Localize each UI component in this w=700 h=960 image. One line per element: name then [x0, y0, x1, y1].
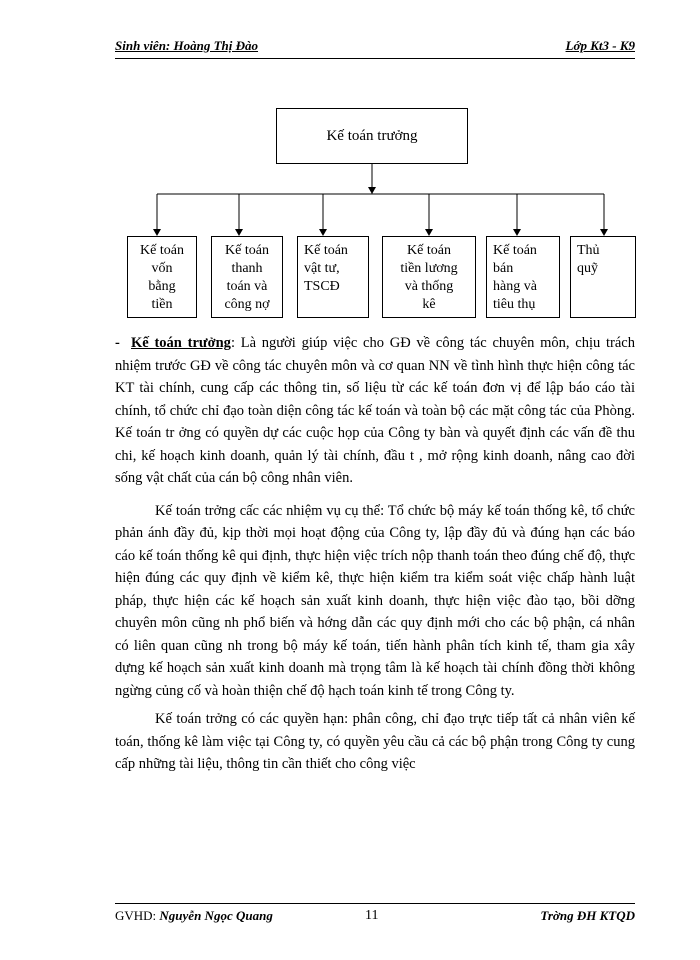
node-line: toán và: [226, 279, 268, 294]
footer-advisor-name: Nguyễn Ngọc Quang: [159, 908, 273, 923]
node-line: hàng và: [493, 279, 537, 294]
node-line: Kế toán: [140, 243, 184, 258]
page-number: 11: [365, 908, 379, 923]
node-line: Kế toán: [493, 243, 537, 258]
node-line: tiền lương: [400, 261, 458, 276]
node-line: thanh: [231, 261, 263, 276]
node-line: tiêu thụ: [493, 297, 536, 312]
header-student: Sinh viên: Hoàng Thị Đào: [115, 38, 259, 53]
org-root-chief-accountant: [276, 108, 468, 164]
node-line: Kế toán: [225, 243, 269, 258]
node-line: quỹ: [577, 261, 598, 276]
paragraph-duties: Kế toán trởng cấc các nhiệm vụ cụ thể: Tổ chức bộ máy kế toán thống kê, tổ chức phản ánh đầy đủ, kịp thời mọi hoạt động của Công ty, lập đầy đủ và đúng hạn các báo cáo kế toán thống kê qui định, thực hiện việc trích nộp thanh toán theo đúng chế độ, thực hiện đúng các quy định về kiểm kê, thực hiện kiểm tra kiểm soát việc chấp hành luật pháp, thực hiện các kế hoạch sản xuất kinh doanh, thực hiện việc đào tạo, bồi dỡng chuyên môn cũng nh phổ biến và hớng dẫn các quy định mới cho các bộ phận, cá nhân có liên quan cũng nh trong bộ máy kế toán, tiến hành phân tích kinh tế, tham gia xây dựng kế hoạch sản xuất kinh doanh mà trọng tâm là kế hoạch tài chính đồng thời không ngừng củng cố và hoàn thiện chế độ hạch toán kinh tế trong Công ty.: [115, 502, 635, 699]
body-text: [115, 332, 635, 776]
header-class: Lớp Kt3 - K9: [565, 38, 635, 53]
node-line: Kế toán: [407, 243, 451, 258]
footer-advisor: [115, 908, 273, 924]
footer-university: Trờng ĐH KTQD: [540, 908, 635, 923]
org-node-cash-accounting: [127, 236, 197, 318]
org-node-materials-assets-accounting: [297, 236, 369, 318]
node-line: Thủ: [577, 243, 600, 258]
node-line: bằng: [148, 279, 176, 294]
footer-advisor-label: GVHD:: [115, 908, 160, 923]
paragraph-powers: Kế toán trởng có các quyền hạn: phân công, chỉ đạo trực tiếp tất cả nhân viên kế toán, thống kê làm việc tại Công ty, có quyền yêu cầu cả các bộ phận trong Công ty cung cấp những tài liệu, thông tin cần thiết cho công việc: [115, 711, 635, 772]
org-root-label: Kế toán trưởng: [326, 128, 418, 144]
term-chief-accountant: Kế toán trưởng: [131, 335, 231, 351]
node-line: vật tư,: [304, 261, 340, 276]
node-line: kê: [422, 297, 436, 312]
node-line: bán: [493, 261, 514, 276]
org-node-payroll-statistics-accounting: [382, 236, 476, 318]
bullet-dash: -: [115, 335, 120, 351]
node-line: Kế toán: [304, 243, 348, 258]
node-line: tiền: [151, 297, 173, 312]
org-node-sales-accounting: [486, 236, 560, 318]
org-node-treasurer: [570, 236, 636, 318]
paragraph-text: : Là người giúp việc cho GĐ về công tác chuyên môn, chịu trách nhiệm trước GĐ về công tác chuyên môn và cơ quan NN về tình hình thực hiện công tác KT tài chính, cung cấp các thông tin, số liệu từ các kế toán đơn vị để lập báo cáo tài chính, tổ chức chỉ đạo toàn diện công tác kế toán và toàn bộ các mặt công tác của Phòng. Kế toán tr ởng có quyền dự các cuộc họp của Công ty bàn và quyết định các vấn đề thu chi, kế hoạch kinh doanh, quản lý tài chính, đầu t , mở rộng kinh doanh, nâng cao đời sống vật chất của cán bộ công nhân viên.: [115, 335, 635, 486]
node-line: TSCĐ: [304, 279, 340, 294]
node-line: công nợ: [224, 297, 270, 312]
org-node-payables-accounting: [211, 236, 283, 318]
paragraph-chief-role: [115, 332, 635, 490]
footer-rule: [115, 903, 635, 904]
node-line: vốn: [151, 261, 173, 276]
node-line: và thống: [404, 279, 454, 294]
